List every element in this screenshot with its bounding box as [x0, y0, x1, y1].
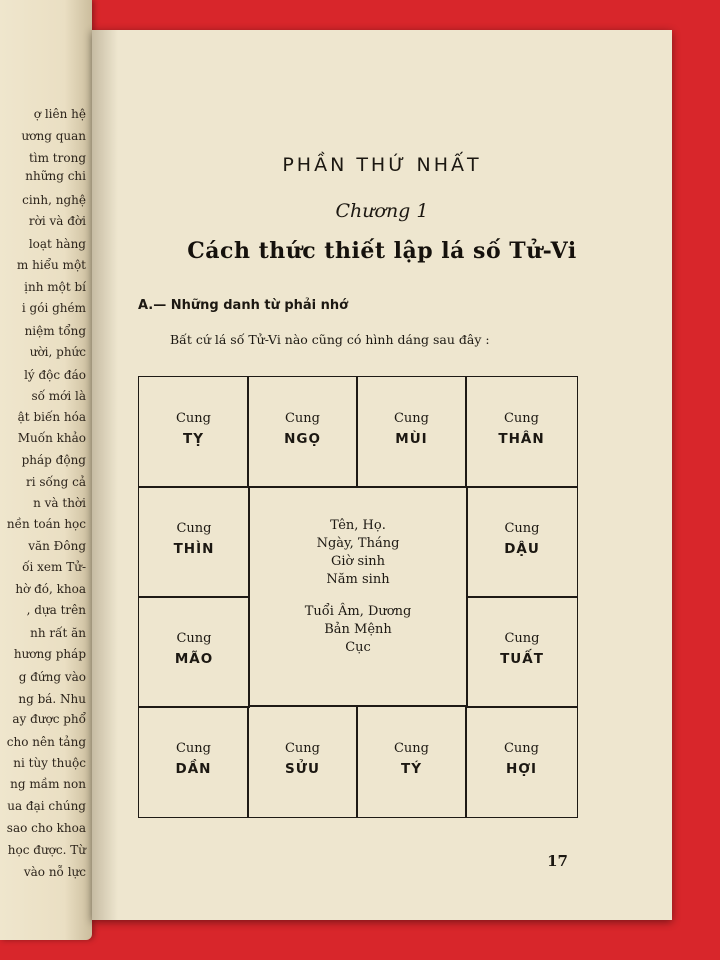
previous-page-text-line: ay được phổ	[12, 712, 86, 726]
previous-page-text-line: vào nỗ lực	[23, 865, 86, 879]
previous-page-text-line: ịnh một bí	[24, 280, 86, 294]
palace-cell	[247, 376, 358, 488]
previous-page-text-line: ợ liên hệ	[33, 107, 86, 121]
previous-page-text-line: rời và đời	[28, 214, 86, 228]
palace-cell	[138, 706, 249, 818]
palace-label: Cung	[284, 741, 320, 756]
palace-label: Cung	[503, 411, 539, 426]
palace-name: TỴ	[183, 431, 204, 447]
previous-page-text-line: ười, phức	[29, 345, 86, 359]
previous-page-text-line: văn Đông	[28, 539, 86, 553]
previous-page-text-line: nh rất ăn	[30, 626, 86, 640]
center-line: Tên, Họ.	[330, 518, 386, 533]
intro-text: Bất cứ lá số Tử-Vi nào cũng có hình dáng sau đây :	[170, 332, 490, 347]
previous-page-text-line: m hiểu một	[16, 258, 86, 272]
previous-page-text-line: niệm tổng	[24, 324, 86, 338]
palace-label: Cung	[175, 741, 211, 756]
book-page	[92, 30, 672, 920]
chapter-heading: Chương 1	[335, 200, 429, 222]
palace-cell	[138, 376, 249, 488]
palace-cell	[356, 706, 467, 818]
previous-page-text-line: pháp động	[21, 453, 86, 467]
chapter-title: Cách thức thiết lập lá số Tử-Vi	[187, 238, 577, 264]
palace-label: Cung	[393, 411, 429, 426]
center-line: Giờ sinh	[330, 554, 386, 569]
chart-center-box	[248, 486, 468, 706]
horoscope-chart-grid	[138, 376, 578, 818]
previous-page-text-line: loạt hàng	[28, 237, 86, 251]
palace-label: Cung	[504, 631, 540, 646]
previous-page-text-line: i gói ghém	[21, 301, 86, 315]
previous-page-text-line: ua đại chúng	[7, 799, 86, 813]
palace-label: Cung	[393, 741, 429, 756]
previous-page-text-line: sao cho khoa	[6, 821, 86, 835]
previous-page-text-line: ng bá. Nhu	[18, 692, 86, 706]
palace-label: Cung	[504, 521, 540, 536]
palace-name: THÂN	[498, 431, 545, 447]
page-number: 17	[547, 852, 568, 870]
previous-page	[0, 0, 92, 940]
previous-page-text-line: , dựa trên	[26, 603, 86, 617]
part-title: PHẦN THỨ NHẤT	[282, 154, 482, 176]
palace-name: MÃO	[174, 651, 214, 667]
previous-page-text-line: nền toán học	[6, 517, 86, 531]
palace-name: DẬU	[504, 541, 540, 557]
palace-cell	[466, 596, 578, 708]
palace-name: TUẤT	[500, 651, 544, 667]
previous-page-text-line: hương pháp	[13, 647, 86, 661]
palace-cell	[465, 376, 578, 488]
palace-cell	[465, 706, 578, 818]
center-line: Ngày, Tháng	[316, 536, 400, 551]
previous-page-text-line: ng mầm non	[10, 777, 86, 791]
section-heading: A.— Những danh từ phải nhớ	[138, 298, 349, 313]
palace-name: DẦN	[175, 761, 212, 777]
palace-cell	[138, 486, 250, 598]
palace-label: Cung	[175, 411, 211, 426]
palace-label: Cung	[503, 741, 539, 756]
center-line: Cục	[345, 640, 371, 655]
palace-cell	[247, 706, 358, 818]
palace-cell	[466, 486, 578, 598]
center-line: Tuổi Âm, Dương	[304, 604, 412, 619]
previous-page-text-line: tìm trong	[28, 151, 86, 165]
palace-name: TÝ	[401, 761, 422, 777]
palace-name: HỢI	[505, 761, 538, 777]
previous-page-text-line: ri sống cả	[26, 475, 86, 489]
palace-cell	[356, 376, 467, 488]
palace-label: Cung	[284, 411, 320, 426]
previous-page-text-line: ối xem Tử-	[22, 560, 86, 574]
previous-page-text-line: những chi	[25, 169, 86, 183]
previous-page-text-line: lý độc đáo	[24, 368, 86, 382]
palace-name: SỬU	[285, 761, 320, 777]
palace-name: THÌN	[173, 541, 215, 557]
previous-page-text-line: Muốn khảo	[17, 431, 86, 445]
previous-page-text-line: ương quan	[21, 129, 86, 143]
previous-page-text-line: cho nên tảng	[6, 735, 86, 749]
palace-cell	[138, 596, 250, 708]
palace-label: Cung	[176, 631, 212, 646]
palace-name: NGỌ	[284, 431, 321, 447]
previous-page-text-line: học được. Từ	[7, 843, 86, 857]
palace-label: Cung	[176, 521, 212, 536]
center-line: Bản Mệnh	[324, 622, 392, 637]
previous-page-text-line: hờ đó, khoa	[15, 582, 86, 596]
previous-page-text-line: n và thời	[33, 496, 86, 510]
previous-page-text-line: ật biến hóa	[17, 410, 86, 424]
previous-page-text-line: g đứng vào	[18, 670, 86, 684]
previous-page-text-line: ni tùy thuộc	[13, 756, 86, 770]
previous-page-text-line: số mới là	[31, 389, 86, 403]
palace-name: MÙI	[395, 431, 428, 447]
previous-page-text-line: cinh, nghệ	[22, 193, 86, 207]
center-line: Năm sinh	[326, 572, 390, 587]
